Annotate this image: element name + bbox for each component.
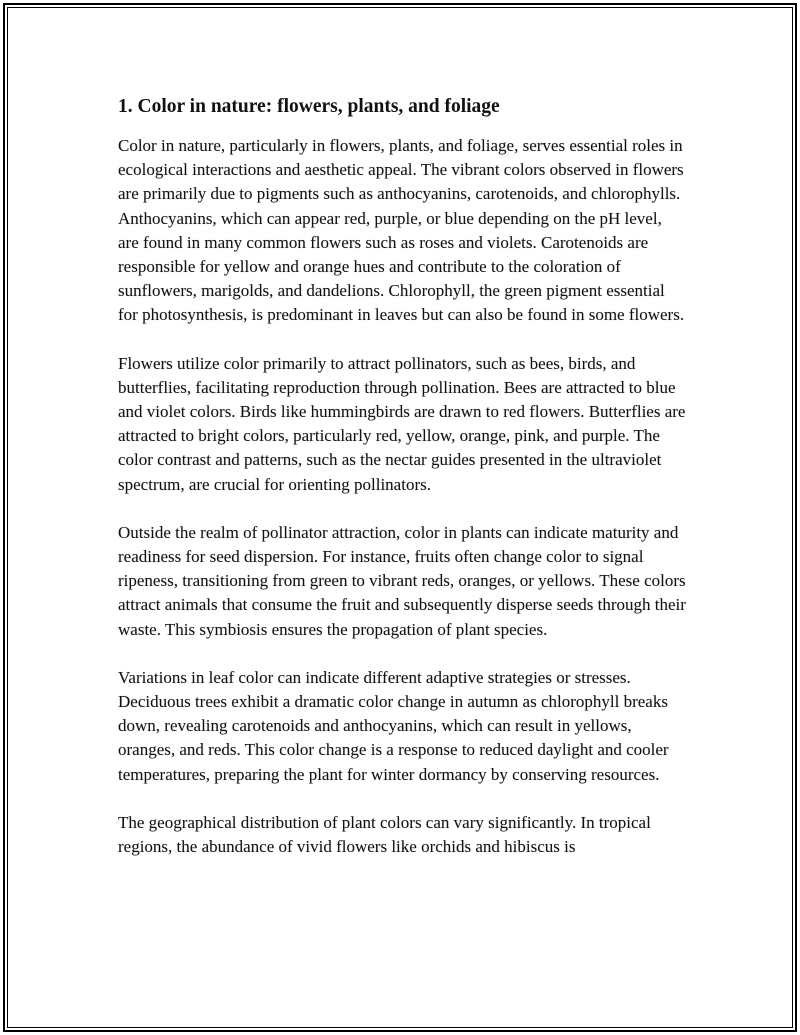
paragraph-pollinators: Flowers utilize color primarily to attract pollinators, such as bees, birds, and butterflies, facilitating reproduction through pollination. Bees are attracted to blue and violet colors. Birds like hummingbirds are drawn to red flowers. Butterflies are attracted to bright colors, particularly red, yellow, orange, pink, and purple. The color contrast and patterns, such as the nectar guides presented in the ultraviolet spectrum, are crucial for orienting pollinators.: [118, 353, 686, 494]
paragraph-leaf-color: Variations in leaf color can indicate different adaptive strategies or stresses. Deciduous trees exhibit a dramatic color change in autumn as chlorophyll breaks down, revealing carotenoids and anthocyanins, which can result in yellows, oranges, and reds. This color change is a response to reduced daylight and cooler temperatures, preparing the plant for winter dormancy by conserving resources.: [118, 667, 669, 784]
paragraph-seed-dispersion: Outside the realm of pollinator attraction, color in plants can indicate maturity and readiness for seed dispersion. For instance, fruits often change color to signal ripeness, transitioning from green to vibrant reds, oranges, or yellows. These colors attract animals that consume the fruit and subsequently disperse seeds through their waste. This symbiosis ensures the propagation of plant species.: [118, 522, 686, 639]
section-heading: 1. Color in nature: flowers, plants, and foliage: [118, 96, 500, 117]
paragraph-geography: The geographical distribution of plant colors can vary significantly. In tropical regions, the abundance of vivid flowers like orchids and hibiscus is: [118, 812, 651, 857]
document-body: [118, 94, 686, 883]
paragraph-pigments: Color in nature, particularly in flowers, plants, and foliage, serves essential roles in ecological interactions and aesthetic appeal. The vibrant colors observed in flowers are primarily due to pigments such as anthocyanins, carotenoids, and chlorophylls. Anthocyanins, which can appear red, purple, or blue depending on the pH level, are found in many common flowers such as roses and violets. Carotenoids are responsible for yellow and orange hues and contribute to the coloration of sunflowers, marigolds, and dandelions. Chlorophyll, the green pigment essential for photosynthesis, is predominant in leaves but can also be found in some flowers.: [118, 136, 685, 325]
